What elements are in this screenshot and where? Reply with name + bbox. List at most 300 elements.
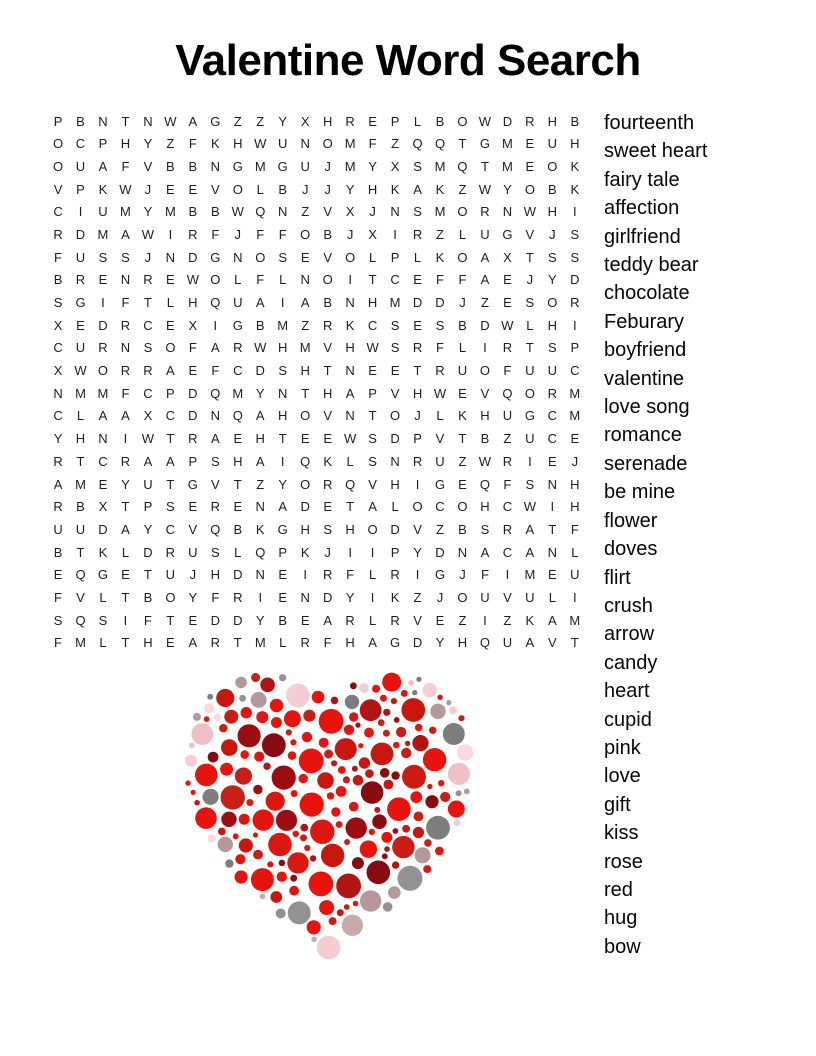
- word-list-item: be mine: [604, 481, 676, 504]
- grid-letter-r20c7: U: [188, 544, 198, 560]
- grid-letter-r23c23: A: [548, 612, 557, 628]
- grid-letter-r24c20: Q: [479, 635, 490, 651]
- grid-letter-r4c10: L: [256, 181, 264, 197]
- grid-letter-r24c5: H: [143, 635, 153, 651]
- grid-letter-r4c19: Z: [458, 181, 467, 197]
- grid-letter-r23c19: Z: [458, 612, 467, 628]
- grid-letter-r5c12: Z: [301, 204, 310, 220]
- grid-letter-r18c11: A: [278, 499, 288, 515]
- grid-letter-r23c11: B: [278, 612, 288, 628]
- grid-letter-r19c18: Z: [436, 521, 444, 537]
- grid-letter-r19c14: H: [345, 521, 355, 537]
- grid-letter-r19c7: V: [188, 521, 198, 537]
- grid-letter-r7c3: S: [98, 249, 108, 265]
- grid-letter-r20c20: A: [480, 544, 490, 560]
- grid-letter-r9c24: R: [570, 295, 580, 311]
- grid-letter-r12c3: O: [97, 363, 109, 379]
- grid-letter-r3c3: A: [98, 158, 108, 174]
- grid-letter-r3c1: O: [52, 158, 64, 174]
- grid-letter-r22c15: I: [370, 589, 375, 605]
- grid-letter-r13c4: F: [121, 385, 130, 401]
- grid-letter-r13c17: H: [412, 385, 423, 401]
- grid-letter-r22c14: Y: [345, 589, 355, 605]
- grid-letter-r23c10: Y: [255, 612, 265, 628]
- grid-letter-r18c3: X: [98, 499, 108, 515]
- grid-letter-r3c5: V: [143, 158, 153, 174]
- grid-letter-r3c8: N: [210, 158, 220, 174]
- grid-letter-r18c22: W: [523, 499, 537, 515]
- grid-letter-r14c5: X: [143, 408, 153, 424]
- grid-letter-r10c13: R: [322, 317, 333, 333]
- grid-letter-r16c11: I: [280, 453, 285, 469]
- grid-letter-r14c11: H: [278, 408, 288, 424]
- grid-letter-r6c1: R: [53, 226, 63, 242]
- grid-letter-r8c23: Y: [548, 272, 557, 288]
- grid-letter-r7c12: E: [300, 249, 310, 265]
- grid-letter-r11c14: H: [345, 340, 355, 356]
- grid-letter-r17c2: M: [75, 476, 86, 492]
- grid-letter-r8c7: W: [186, 272, 199, 288]
- grid-letter-r18c18: C: [435, 499, 445, 515]
- grid-letter-r7c14: O: [345, 249, 356, 265]
- grid-letter-r15c9: E: [233, 431, 243, 447]
- grid-letter-r6c5: W: [141, 226, 155, 242]
- grid-letter-r3c12: U: [300, 158, 310, 174]
- grid-letter-r17c4: Y: [121, 476, 130, 492]
- grid-letter-r6c8: F: [211, 226, 220, 242]
- grid-letter-r10c9: G: [232, 317, 243, 333]
- word-list-item: candy: [604, 651, 658, 674]
- grid-letter-r6c3: M: [97, 226, 109, 242]
- grid-letter-r4c22: O: [524, 181, 535, 197]
- grid-letter-r14c4: A: [121, 408, 130, 424]
- word-list-item: kiss: [604, 822, 639, 845]
- grid-letter-r20c5: D: [143, 544, 153, 560]
- grid-letter-r6c9: J: [234, 226, 242, 242]
- grid-letter-r15c8: A: [210, 431, 220, 447]
- grid-letter-r17c7: G: [187, 476, 198, 492]
- grid-letter-r18c24: H: [570, 499, 580, 515]
- grid-letter-r10c18: S: [435, 317, 445, 333]
- grid-letter-r5c24: I: [573, 204, 577, 220]
- grid-letter-r17c6: T: [166, 476, 175, 492]
- grid-letter-r20c19: N: [457, 544, 468, 560]
- grid-letter-r16c2: T: [76, 453, 85, 469]
- grid-letter-r22c10: I: [258, 589, 263, 605]
- grid-letter-r5c2: I: [78, 204, 83, 220]
- grid-letter-r23c15: L: [368, 612, 377, 628]
- grid-letter-r24c14: H: [345, 635, 355, 651]
- grid-letter-r16c15: S: [368, 453, 377, 469]
- grid-letter-r20c23: N: [547, 544, 558, 560]
- grid-letter-r4c2: P: [76, 181, 85, 197]
- grid-letter-r12c23: U: [547, 363, 558, 379]
- grid-letter-r16c23: E: [548, 453, 557, 469]
- grid-letter-r21c5: T: [143, 567, 152, 583]
- grid-letter-r18c4: T: [121, 499, 130, 515]
- grid-letter-r16c5: A: [143, 453, 153, 469]
- grid-letter-r2c9: H: [233, 136, 243, 152]
- grid-letter-r9c18: D: [435, 295, 445, 311]
- word-list-item: Feburary: [604, 310, 685, 333]
- grid-letter-r23c13: A: [323, 612, 332, 628]
- grid-letter-r14c23: C: [547, 408, 558, 424]
- grid-letter-r5c19: O: [457, 204, 468, 220]
- grid-letter-r12c5: R: [143, 363, 153, 379]
- grid-letter-r10c14: K: [345, 317, 355, 333]
- grid-letter-r17c9: T: [233, 476, 242, 492]
- grid-letter-r6c16: I: [393, 226, 397, 242]
- grid-letter-r21c7: J: [189, 567, 197, 583]
- grid-letter-r20c10: Q: [255, 544, 266, 560]
- grid-letter-r17c21: F: [503, 476, 512, 492]
- grid-letter-r24c23: V: [548, 635, 557, 651]
- grid-letter-r18c6: S: [166, 499, 175, 515]
- grid-letter-r9c17: D: [412, 295, 423, 311]
- grid-letter-r15c15: S: [368, 431, 377, 447]
- grid-letter-r2c17: Q: [412, 136, 423, 152]
- grid-letter-r15c2: H: [75, 431, 86, 447]
- grid-letter-r20c6: R: [165, 544, 176, 560]
- grid-letter-r13c10: Y: [255, 385, 265, 401]
- grid-letter-r14c1: C: [53, 408, 63, 424]
- grid-letter-r16c8: S: [210, 453, 220, 469]
- grid-letter-r9c7: H: [188, 295, 198, 311]
- grid-letter-r2c20: G: [479, 136, 490, 152]
- grid-letter-r20c22: A: [525, 544, 535, 560]
- grid-letter-r24c17: D: [412, 635, 423, 651]
- grid-letter-r16c3: C: [98, 453, 108, 469]
- grid-letter-r19c22: A: [525, 521, 535, 537]
- grid-letter-r6c12: O: [300, 226, 311, 242]
- grid-letter-r22c6: O: [165, 589, 176, 605]
- grid-letter-r12c13: T: [323, 363, 332, 379]
- grid-letter-r5c4: M: [120, 204, 131, 220]
- grid-letter-r6c6: I: [168, 226, 173, 242]
- grid-letter-r24c8: R: [210, 635, 220, 651]
- grid-letter-r18c8: R: [210, 499, 220, 515]
- grid-letter-r8c11: L: [279, 272, 287, 288]
- grid-letter-r17c19: E: [458, 476, 467, 492]
- grid-letter-r19c21: R: [502, 521, 513, 537]
- grid-letter-r2c14: M: [344, 136, 356, 152]
- word-list-item: affection: [604, 197, 680, 220]
- grid-letter-r10c12: Z: [301, 317, 310, 333]
- grid-letter-r7c2: U: [75, 249, 86, 265]
- word-list-item: fourteenth: [604, 112, 695, 134]
- grid-letter-r9c13: B: [323, 295, 332, 311]
- grid-letter-r19c3: D: [98, 521, 108, 537]
- grid-letter-r5c22: W: [523, 204, 537, 220]
- grid-letter-r22c7: Y: [188, 589, 198, 605]
- grid-letter-r17c14: Q: [345, 476, 356, 492]
- heart-dots-svg: [161, 662, 497, 980]
- grid-letter-r3c15: Y: [368, 158, 377, 174]
- grid-letter-r21c8: H: [210, 567, 220, 583]
- grid-letter-r17c24: H: [570, 476, 580, 492]
- grid-letter-r18c9: E: [233, 499, 243, 515]
- grid-letter-r24c13: F: [323, 635, 332, 651]
- grid-letter-r12c4: R: [120, 363, 131, 379]
- grid-letter-r14c14: N: [345, 408, 355, 424]
- grid-letter-r2c2: C: [75, 136, 86, 152]
- grid-letter-r17c20: Q: [479, 476, 490, 492]
- grid-letter-r22c9: R: [233, 589, 243, 605]
- grid-letter-r12c20: O: [479, 363, 490, 379]
- grid-letter-r13c15: P: [368, 385, 377, 401]
- grid-letter-r17c18: G: [434, 476, 446, 492]
- grid-letter-r1c10: Z: [256, 113, 265, 129]
- grid-letter-r6c19: L: [458, 226, 467, 242]
- grid-letter-r11c9: R: [233, 340, 243, 356]
- grid-letter-r23c8: D: [210, 612, 220, 628]
- grid-letter-r20c17: Y: [413, 544, 422, 560]
- grid-letter-r16c4: R: [120, 453, 131, 469]
- grid-letter-r1c8: G: [210, 113, 221, 129]
- grid-letter-r15c19: T: [458, 431, 467, 447]
- grid-letter-r3c6: B: [166, 158, 175, 174]
- grid-letter-r10c11: M: [277, 317, 289, 333]
- grid-letter-r2c21: M: [501, 136, 513, 152]
- word-list-item: hug: [604, 907, 638, 930]
- grid-letter-r2c12: N: [300, 136, 310, 152]
- grid-letter-r2c23: U: [547, 136, 558, 152]
- grid-letter-r13c9: M: [232, 385, 244, 401]
- word-list-item: heart: [604, 680, 650, 703]
- grid-letter-r13c11: N: [278, 385, 288, 401]
- grid-letter-r6c22: V: [525, 226, 535, 242]
- grid-letter-r5c11: N: [278, 204, 288, 220]
- word-list-item: flower: [604, 509, 658, 532]
- grid-letter-r23c7: E: [188, 612, 198, 628]
- grid-letter-r6c13: B: [323, 226, 332, 242]
- grid-letter-r14c15: T: [368, 408, 377, 424]
- grid-letter-r9c9: U: [233, 295, 243, 311]
- grid-letter-r16c10: A: [255, 453, 265, 469]
- grid-letter-r21c21: I: [505, 567, 510, 583]
- grid-letter-r23c3: S: [98, 612, 108, 628]
- grid-letter-r24c9: T: [233, 635, 242, 651]
- grid-letter-r1c19: O: [457, 113, 468, 129]
- grid-letter-r21c4: E: [121, 567, 130, 583]
- grid-letter-r11c13: V: [323, 340, 332, 356]
- grid-letter-r17c1: A: [53, 476, 63, 492]
- grid-letter-r13c12: T: [301, 385, 310, 401]
- grid-letter-r8c21: E: [503, 272, 512, 288]
- grid-letter-r18c19: O: [457, 499, 468, 515]
- grid-letter-r1c17: L: [413, 113, 422, 129]
- grid-letter-r4c20: W: [478, 181, 492, 197]
- grid-letter-r9c1: S: [53, 295, 63, 311]
- grid-letter-r8c22: J: [526, 272, 534, 288]
- grid-letter-r8c18: F: [436, 272, 444, 288]
- grid-letter-r17c10: Z: [256, 476, 265, 492]
- grid-letter-r9c23: O: [547, 295, 558, 311]
- grid-letter-r1c14: R: [345, 113, 355, 129]
- word-list-item: gift: [604, 793, 631, 816]
- word-list-item: love song: [604, 396, 690, 419]
- grid-letter-r20c14: I: [348, 544, 352, 560]
- grid-letter-r19c9: B: [233, 521, 243, 537]
- grid-letter-r22c8: F: [211, 589, 220, 605]
- grid-letter-r21c13: R: [322, 567, 333, 583]
- grid-letter-r4c16: K: [390, 181, 400, 197]
- grid-letter-r14c20: H: [480, 408, 490, 424]
- grid-letter-r9c20: Z: [480, 295, 489, 311]
- grid-letter-r5c13: V: [323, 204, 332, 220]
- grid-letter-r4c1: V: [53, 181, 63, 197]
- grid-letter-r16c14: L: [346, 453, 354, 469]
- grid-letter-r11c4: N: [120, 340, 131, 356]
- grid-letter-r21c15: L: [368, 567, 377, 583]
- grid-letter-r7c10: O: [255, 249, 266, 265]
- grid-letter-r1c16: P: [390, 113, 400, 129]
- grid-letter-r15c13: E: [323, 431, 332, 447]
- grid-letter-r19c20: S: [480, 521, 490, 537]
- grid-letter-r10c1: X: [53, 317, 63, 333]
- grid-letter-r21c12: I: [303, 567, 307, 583]
- grid-letter-r18c14: T: [346, 499, 355, 515]
- grid-letter-r18c16: L: [391, 499, 399, 515]
- grid-letter-r1c5: N: [143, 113, 153, 129]
- grid-letter-r10c2: E: [76, 317, 85, 333]
- grid-letter-r18c17: O: [412, 499, 423, 515]
- grid-letter-r11c3: R: [98, 340, 108, 356]
- grid-letter-r5c5: Y: [143, 204, 153, 220]
- grid-letter-r9c11: I: [280, 295, 285, 311]
- grid-letter-r4c7: E: [188, 181, 198, 197]
- grid-letter-r13c13: H: [322, 385, 333, 401]
- grid-letter-r12c22: U: [525, 363, 535, 379]
- grid-letter-r3c10: M: [254, 158, 266, 174]
- grid-letter-r11c12: M: [299, 340, 311, 356]
- grid-letter-r5c20: R: [480, 204, 490, 220]
- grid-letter-r13c7: D: [188, 385, 198, 401]
- grid-letter-r7c18: K: [435, 249, 445, 265]
- grid-letter-r11c17: R: [412, 340, 423, 356]
- grid-letter-r12c14: N: [345, 363, 355, 379]
- grid-letter-r19c4: A: [121, 521, 130, 537]
- grid-letter-r4c18: K: [435, 181, 445, 197]
- word-list-item: boyfriend: [604, 339, 687, 362]
- grid-letter-r21c18: G: [434, 567, 446, 583]
- grid-letter-r14c3: A: [98, 408, 108, 424]
- grid-letter-r22c12: N: [300, 589, 310, 605]
- grid-letter-r8c4: N: [120, 272, 131, 288]
- grid-letter-r10c10: B: [255, 317, 265, 333]
- grid-letter-r10c19: B: [458, 317, 467, 333]
- grid-letter-r23c24: M: [569, 612, 581, 628]
- grid-letter-r9c15: H: [367, 295, 378, 311]
- word-list-item: valentine: [604, 367, 685, 390]
- grid-letter-r16c1: R: [53, 453, 63, 469]
- grid-letter-r21c19: J: [459, 567, 466, 583]
- grid-letter-r6c2: D: [75, 226, 86, 242]
- grid-letter-r12c12: H: [300, 363, 310, 379]
- grid-letter-r9c16: M: [389, 295, 401, 311]
- grid-letter-r1c9: Z: [233, 113, 242, 129]
- grid-letter-r23c16: R: [390, 612, 400, 628]
- grid-letter-r21c10: N: [255, 567, 265, 583]
- word-list-item: love: [604, 765, 641, 788]
- grid-letter-r24c16: G: [390, 635, 401, 651]
- grid-letter-r4c6: E: [166, 181, 175, 197]
- grid-letter-r16c7: P: [188, 453, 198, 469]
- grid-letter-r11c11: H: [278, 340, 288, 356]
- grid-letter-r12c21: F: [503, 363, 512, 379]
- grid-letter-r24c11: L: [279, 635, 287, 651]
- heart-illustration: [161, 662, 497, 980]
- grid-letter-r9c10: A: [255, 295, 265, 311]
- grid-letter-r4c24: K: [570, 181, 580, 197]
- grid-letter-r17c11: Y: [278, 476, 288, 492]
- grid-letter-r16c20: W: [478, 453, 492, 469]
- grid-letter-r6c24: S: [570, 226, 580, 242]
- page-title: Valentine Word Search: [175, 36, 641, 85]
- grid-letter-r2c4: H: [120, 136, 131, 152]
- grid-letter-r21c1: E: [53, 567, 63, 583]
- grid-letter-r3c24: K: [570, 158, 580, 174]
- grid-letter-r5c15: J: [369, 204, 376, 220]
- grid-letter-r12c16: E: [390, 363, 400, 379]
- grid-letter-r16c24: J: [571, 453, 579, 469]
- grid-letter-r8c12: N: [300, 272, 310, 288]
- grid-letter-r24c15: A: [368, 635, 377, 651]
- grid-letter-r4c12: J: [301, 181, 309, 197]
- grid-letter-r14c19: K: [458, 408, 467, 424]
- grid-letter-r23c21: Z: [503, 612, 512, 628]
- grid-letter-r16c6: A: [166, 453, 175, 469]
- grid-letter-r20c21: C: [502, 544, 513, 560]
- grid-letter-r3c17: S: [413, 158, 422, 174]
- grid-letter-r7c22: T: [525, 249, 534, 265]
- grid-letter-r21c2: Q: [75, 567, 86, 583]
- grid-letter-r20c2: T: [76, 544, 85, 560]
- grid-letter-r16c21: R: [502, 453, 513, 469]
- grid-letter-r1c22: R: [525, 113, 535, 129]
- grid-letter-r2c15: F: [368, 136, 377, 152]
- grid-letter-r17c22: S: [525, 476, 535, 492]
- grid-letter-r11c23: S: [548, 340, 557, 356]
- grid-letter-r14c12: O: [300, 408, 311, 424]
- grid-letter-r20c11: P: [278, 544, 288, 560]
- grid-letter-r21c24: U: [570, 567, 580, 583]
- grid-letter-r7c1: F: [54, 249, 62, 265]
- grid-letter-r7c7: D: [188, 249, 198, 265]
- grid-letter-r11c21: R: [502, 340, 513, 356]
- grid-letter-r19c6: C: [165, 521, 176, 537]
- grid-letter-r8c15: T: [368, 272, 377, 288]
- grid-letter-r20c12: K: [300, 544, 310, 560]
- grid-letter-r23c4: I: [123, 612, 128, 628]
- grid-letter-r11c10: W: [254, 340, 267, 356]
- grid-letter-r17c16: H: [390, 476, 400, 492]
- grid-letter-r7c11: S: [278, 249, 288, 265]
- grid-letter-r6c4: A: [121, 226, 130, 242]
- grid-letter-r18c12: D: [300, 499, 310, 515]
- word-list-item: crush: [604, 594, 653, 617]
- grid-letter-r18c15: A: [368, 499, 377, 515]
- grid-letter-r8c19: F: [458, 272, 467, 288]
- grid-letter-r23c17: V: [413, 612, 422, 628]
- grid-letter-r9c3: I: [101, 295, 105, 311]
- grid-letter-r6c7: R: [188, 226, 198, 242]
- grid-letter-r1c13: H: [322, 113, 333, 129]
- grid-letter-r1c7: A: [188, 113, 198, 129]
- grid-letter-r18c20: H: [480, 499, 490, 515]
- grid-letter-r10c22: L: [526, 317, 534, 333]
- grid-letter-r24c18: Y: [435, 635, 445, 651]
